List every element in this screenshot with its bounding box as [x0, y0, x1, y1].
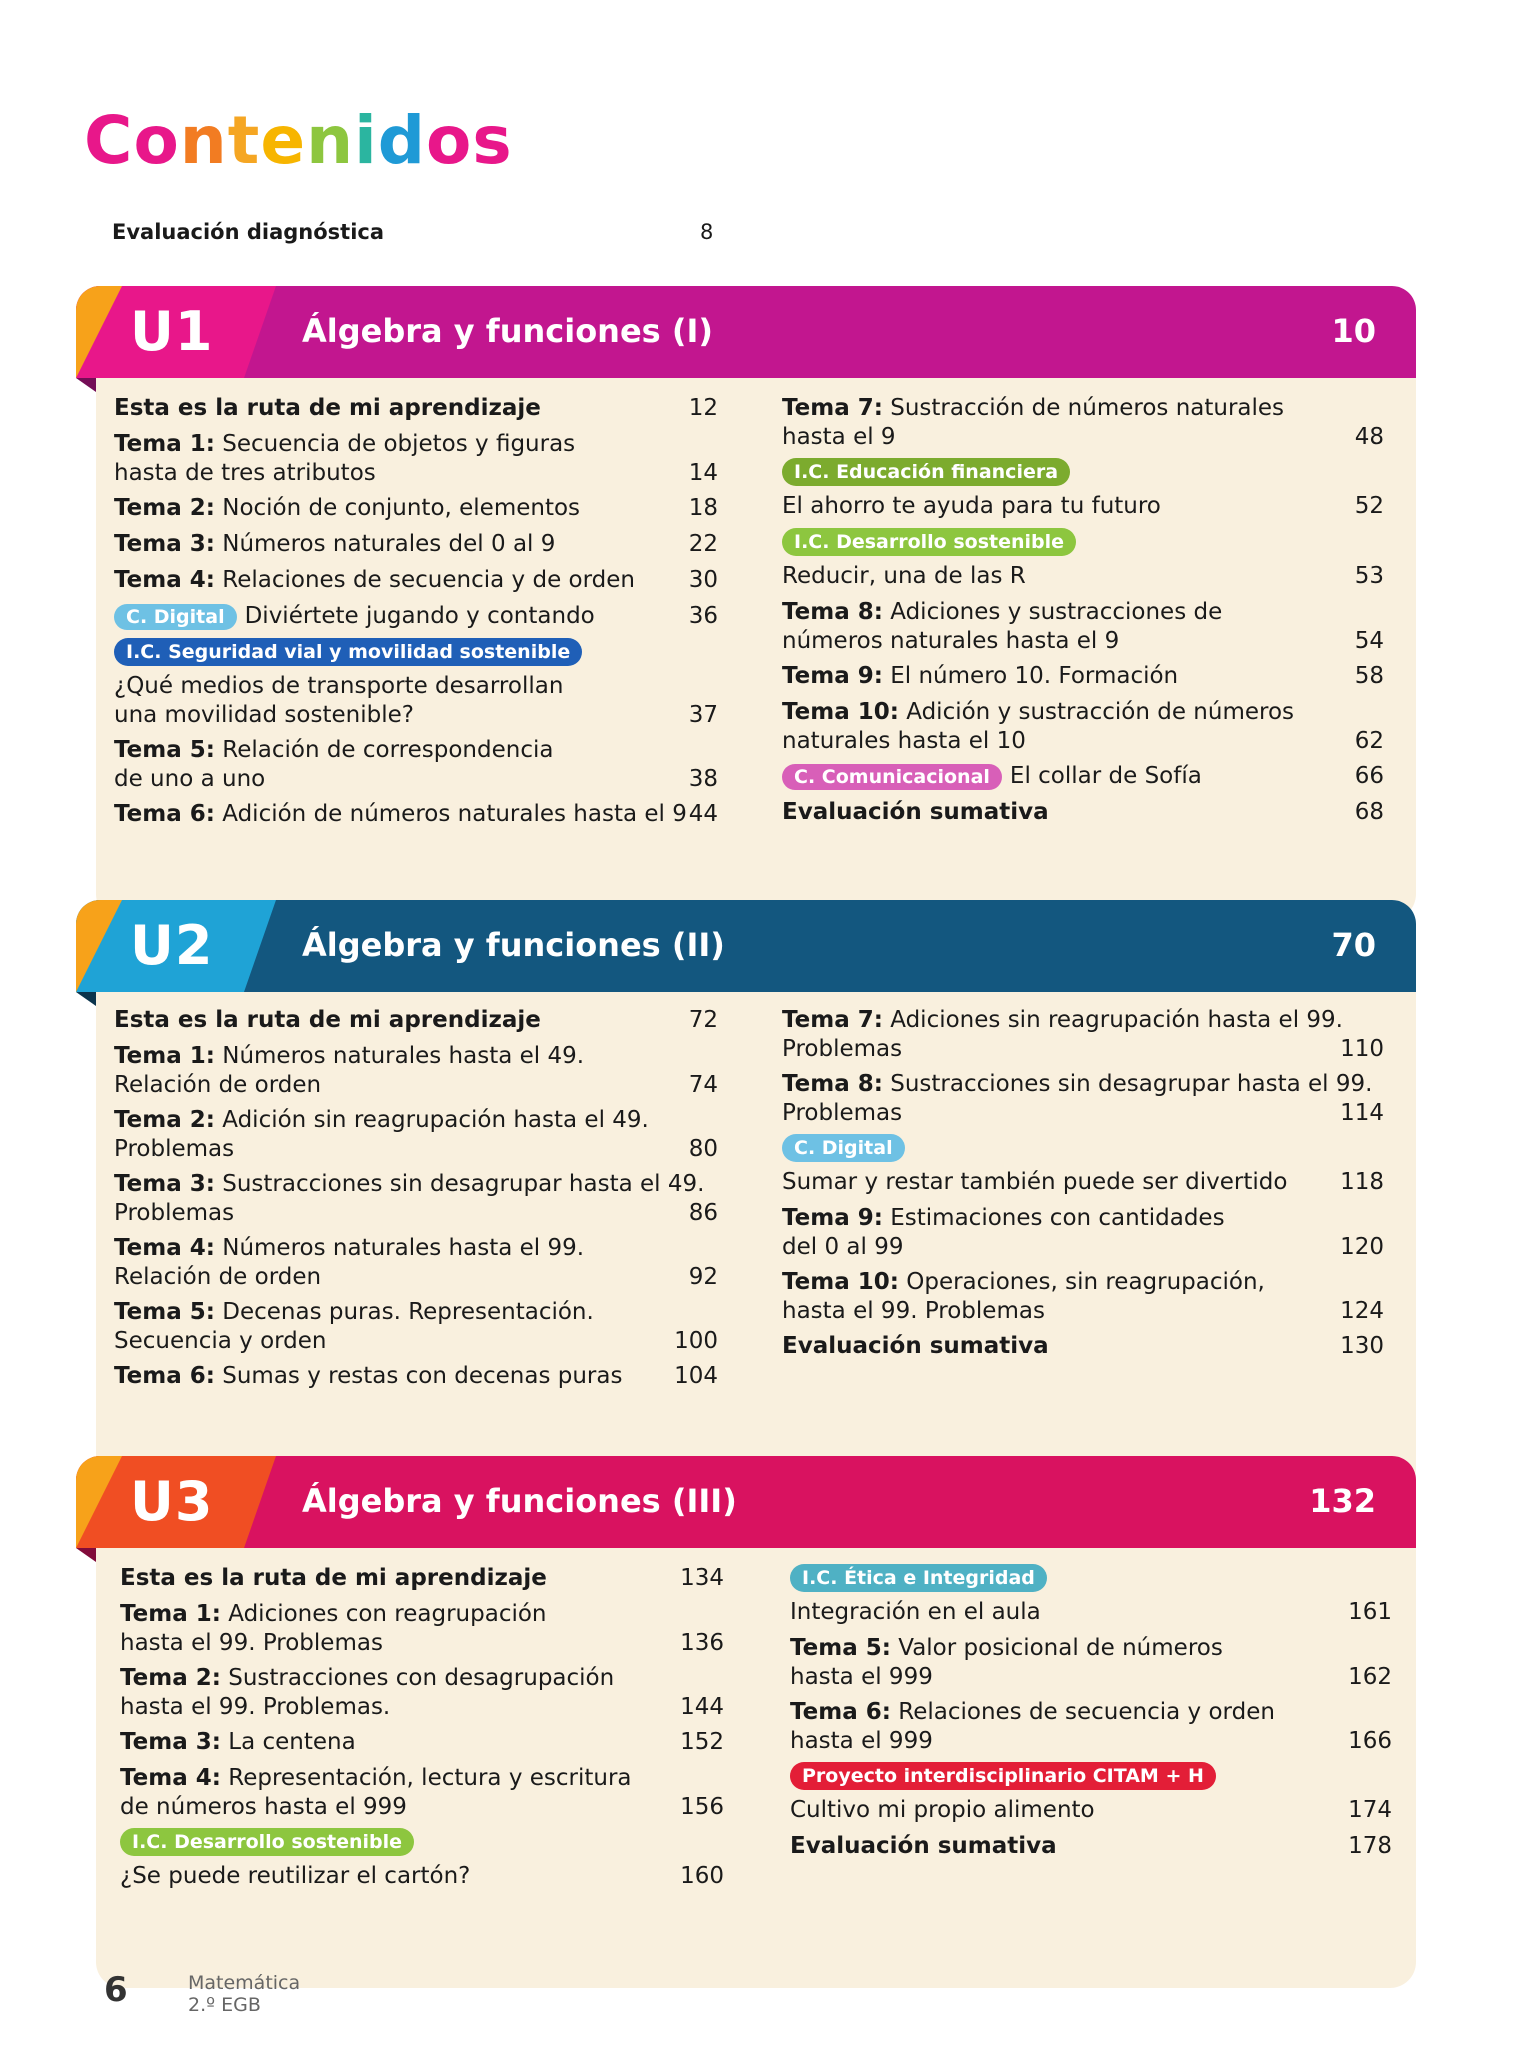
title-letter: t	[227, 102, 261, 179]
entry-title-continued: hasta el 99. Problemas.	[120, 1694, 391, 1720]
entry-title: Números naturales del 0 al 9	[214, 531, 556, 557]
entry-page: 161	[1348, 1599, 1392, 1625]
diagnostic-page: 8	[700, 220, 714, 244]
entry-page: 62	[1354, 728, 1384, 754]
section-pill: Proyecto interdisciplinario CITAM + H	[790, 1762, 1216, 1790]
entry-title: Adición de números naturales hasta el 9	[214, 801, 687, 827]
entry-page: 22	[688, 531, 718, 557]
entry-label: Tema 1:	[114, 1043, 215, 1069]
entry-page: 152	[680, 1729, 724, 1755]
entry-title: Adición y sustracción de números	[898, 699, 1295, 725]
entry-title-continued: Relación de orden	[114, 1072, 322, 1098]
entry-label: Tema 9:	[782, 1205, 883, 1231]
entry-label: Tema 2:	[120, 1665, 221, 1691]
title-letter: d	[377, 102, 426, 179]
entry-label: Tema 5:	[790, 1635, 891, 1661]
entry-label: Tema 10:	[782, 1269, 899, 1295]
entry-page: 36	[688, 603, 718, 629]
entry-title: Operaciones, sin reagrupación,	[898, 1269, 1265, 1295]
unit-code: U2	[130, 914, 214, 977]
entry-title: Sustracciones con desagrupación	[220, 1665, 615, 1691]
entry-label: Esta es la ruta de mi aprendizaje	[114, 395, 541, 421]
section-pill: C. Digital	[782, 1134, 905, 1162]
page-title	[84, 102, 513, 179]
entry-title-continued: hasta de tres atributos	[114, 460, 376, 486]
entry-title-continued: Secuencia y orden	[114, 1328, 327, 1354]
entry-title-continued: Problemas	[114, 1136, 235, 1162]
entry-page: 30	[688, 567, 718, 593]
entry-page: 162	[1348, 1664, 1392, 1690]
section-pill: C. Digital	[114, 604, 237, 630]
title-letter: o	[425, 102, 473, 179]
entry-label: Tema 9:	[782, 663, 883, 689]
unit-section-u3	[76, 1456, 1416, 1988]
title-letter: o	[133, 102, 180, 179]
unit-section-u1	[76, 286, 1416, 920]
entry-title: Adiciones con reagrupación	[220, 1601, 547, 1627]
unit-page: 132	[1309, 1482, 1376, 1520]
entry-label: Tema 3:	[120, 1729, 221, 1755]
footer-subject-name: Matemática	[188, 1972, 301, 1994]
entry-title: Relaciones de secuencia y orden	[890, 1699, 1275, 1725]
unit-header[interactable]	[76, 286, 1416, 378]
entry-title-continued: hasta el 9	[782, 424, 896, 450]
entry-label: Tema 5:	[114, 737, 215, 763]
entry-title: Adiciones sin reagrupación hasta el 99.	[882, 1007, 1343, 1033]
title-letter: i	[354, 102, 378, 179]
entry-page: 66	[1354, 763, 1384, 789]
section-pill: I.C. Desarrollo sostenible	[120, 1828, 414, 1856]
entry-page: 160	[680, 1863, 724, 1889]
entry-title-continued: Relación de orden	[114, 1264, 322, 1290]
entry-page: 110	[1340, 1036, 1384, 1062]
unit-fold	[76, 1548, 96, 1562]
unit-page: 70	[1331, 926, 1376, 964]
entry-title-continued: Problemas	[114, 1200, 235, 1226]
entry-title-continued: de números hasta el 999	[120, 1794, 407, 1820]
entry-title: Adición sin reagrupación hasta el 49.	[214, 1107, 649, 1133]
entry-title: Noción de conjunto, elementos	[214, 495, 581, 521]
entry-title-continued: del 0 al 99	[782, 1234, 904, 1260]
entry-label: Tema 7:	[782, 1007, 883, 1033]
entry-page: 38	[688, 766, 718, 792]
page-number: 6	[104, 1970, 128, 2010]
footer-grade: 2.º EGB	[188, 1994, 261, 2016]
entry-label: Tema 3:	[114, 1171, 215, 1197]
entry-title: Números naturales hasta el 49.	[214, 1043, 585, 1069]
title-letter: n	[306, 102, 355, 179]
entry-title: Diviértete jugando y contando	[244, 603, 595, 629]
entry-page: 136	[680, 1630, 724, 1656]
entry-label: Tema 2:	[114, 495, 215, 521]
entry-title-continued: una movilidad sostenible?	[114, 702, 414, 728]
entry-page: 134	[680, 1565, 724, 1591]
entry-label: Evaluación sumativa	[782, 1333, 1049, 1359]
entry-page: 100	[674, 1328, 718, 1354]
diagnostic-entry[interactable]	[112, 220, 712, 244]
entry-page: 114	[1340, 1100, 1384, 1126]
entry-title-continued: naturales hasta el 10	[782, 728, 1026, 754]
entry-page: 174	[1348, 1797, 1392, 1823]
entry-title: Decenas puras. Representación.	[214, 1299, 594, 1325]
unit-tab-accent	[76, 286, 122, 378]
entry-page: 156	[680, 1794, 724, 1820]
section-pill: I.C. Educación financiera	[782, 458, 1070, 486]
entry-title: Integración en el aula	[790, 1599, 1041, 1625]
entry-title: Relaciones de secuencia y de orden	[214, 567, 635, 593]
entry-title: El collar de Sofía	[1009, 763, 1202, 789]
entry-label: Tema 4:	[114, 1235, 215, 1261]
entry-page: 58	[1354, 663, 1384, 689]
title-letter: n	[179, 102, 228, 179]
entry-label: Tema 10:	[782, 699, 899, 725]
entry-label: Tema 6:	[790, 1699, 891, 1725]
entry-title: Relación de correspondencia	[214, 737, 554, 763]
entry-title: Sustracciones sin desagrupar hasta el 49.	[214, 1171, 705, 1197]
entry-label: Evaluación sumativa	[782, 799, 1049, 825]
entry-label: Tema 1:	[120, 1601, 221, 1627]
entry-title-continued: hasta el 999	[790, 1664, 933, 1690]
entry-label: Esta es la ruta de mi aprendizaje	[114, 1007, 541, 1033]
entry-label: Tema 2:	[114, 1107, 215, 1133]
entry-title-continued: Problemas	[782, 1036, 903, 1062]
entry-title: Reducir, una de las R	[782, 563, 1026, 589]
entry-title: Cultivo mi propio alimento	[790, 1797, 1095, 1823]
entry-label: Esta es la ruta de mi aprendizaje	[120, 1565, 547, 1591]
entry-page: 68	[1354, 799, 1384, 825]
entry-title-continued: números naturales hasta el 9	[782, 628, 1120, 654]
entry-title: Valor posicional de números	[890, 1635, 1223, 1661]
entry-label: Tema 4:	[114, 567, 215, 593]
entry-page: 12	[688, 395, 718, 421]
entry-label: Tema 1:	[114, 431, 215, 457]
entry-page: 80	[688, 1136, 718, 1162]
unit-header[interactable]	[76, 1456, 1416, 1548]
section-pill: I.C. Desarrollo sostenible	[782, 528, 1076, 556]
title-letter: C	[84, 102, 134, 179]
title-letter: e	[260, 102, 307, 179]
entry-page: 130	[1340, 1333, 1384, 1359]
entry-page: 166	[1348, 1728, 1392, 1754]
entry-label: Tema 8:	[782, 1071, 883, 1097]
diagnostic-label: Evaluación diagnóstica	[112, 220, 385, 244]
entry-title-continued: Problemas	[782, 1100, 903, 1126]
entry-page: 86	[688, 1200, 718, 1226]
entry-page: 74	[688, 1072, 718, 1098]
entry-title-continued: hasta el 99. Problemas	[120, 1630, 383, 1656]
unit-fold	[76, 992, 96, 1006]
entry-title: Representación, lectura y escritura	[220, 1765, 632, 1791]
entry-title: Adiciones y sustracciones de	[882, 599, 1223, 625]
entry-title: Sustracciones sin desagrupar hasta el 99.	[882, 1071, 1373, 1097]
entry-label: Tema 3:	[114, 531, 215, 557]
unit-fold	[76, 378, 96, 392]
entry-page: 18	[688, 495, 718, 521]
entry-page: 48	[1354, 424, 1384, 450]
entry-label: Tema 6:	[114, 1363, 215, 1389]
footer-subject	[188, 1972, 300, 2016]
entry-page: 54	[1354, 628, 1384, 654]
entry-page: 120	[1340, 1234, 1384, 1260]
entry-label: Tema 8:	[782, 599, 883, 625]
entry-page: 104	[674, 1363, 718, 1389]
entry-page: 53	[1354, 563, 1384, 589]
entry-label: Tema 7:	[782, 395, 883, 421]
unit-name: Álgebra y funciones (I)	[302, 312, 713, 350]
entry-title: Sumar y restar también puede ser divertido	[782, 1169, 1288, 1195]
section-pill: I.C. Ética e Integridad	[790, 1564, 1047, 1592]
unit-header[interactable]	[76, 900, 1416, 992]
entry-page: 144	[680, 1694, 724, 1720]
entry-title: El ahorro te ayuda para tu futuro	[782, 493, 1161, 519]
unit-section-u2	[76, 900, 1416, 1494]
entry-title: Sustracción de números naturales	[882, 395, 1285, 421]
entry-label: Evaluación sumativa	[790, 1833, 1057, 1859]
unit-name: Álgebra y funciones (III)	[302, 1482, 737, 1520]
entry-page: 124	[1340, 1298, 1384, 1324]
entry-title: ¿Se puede reutilizar el cartón?	[120, 1863, 471, 1889]
entry-label: Tema 5:	[114, 1299, 215, 1325]
entry-title-continued: hasta el 99. Problemas	[782, 1298, 1045, 1324]
entry-title: Estimaciones con cantidades	[882, 1205, 1225, 1231]
section-pill: I.C. Seguridad vial y movilidad sostenible	[114, 638, 582, 666]
entry-title: Secuencia de objetos y figuras	[214, 431, 576, 457]
unit-tab-accent	[76, 900, 122, 992]
entry-label: Tema 4:	[120, 1765, 221, 1791]
entry-title: El número 10. Formación	[882, 663, 1179, 689]
entry-title-continued: de uno a uno	[114, 766, 266, 792]
unit-page: 10	[1331, 312, 1376, 350]
entry-title-continued: hasta el 999	[790, 1728, 933, 1754]
entry-page: 14	[688, 460, 718, 486]
entry-title: ¿Qué medios de transporte desarrollan	[114, 673, 564, 699]
title-letter: s	[472, 102, 513, 179]
unit-code: U3	[130, 1470, 214, 1533]
unit-name: Álgebra y funciones (II)	[302, 926, 725, 964]
entry-page: 178	[1348, 1833, 1392, 1859]
entry-page: 118	[1340, 1169, 1384, 1195]
entry-title: Números naturales hasta el 99.	[214, 1235, 585, 1261]
entry-page: 72	[688, 1007, 718, 1033]
entry-title: Sumas y restas con decenas puras	[214, 1363, 623, 1389]
unit-tab-accent	[76, 1456, 122, 1548]
section-pill: C. Comunicacional	[782, 764, 1002, 790]
entry-page: 37	[688, 702, 718, 728]
entry-page: 44	[688, 801, 718, 827]
unit-code: U1	[130, 300, 214, 363]
entry-page: 52	[1354, 493, 1384, 519]
unit-body	[96, 1528, 1416, 1988]
entry-page: 92	[688, 1264, 718, 1290]
entry-title: La centena	[220, 1729, 356, 1755]
entry-label: Tema 6:	[114, 801, 215, 827]
